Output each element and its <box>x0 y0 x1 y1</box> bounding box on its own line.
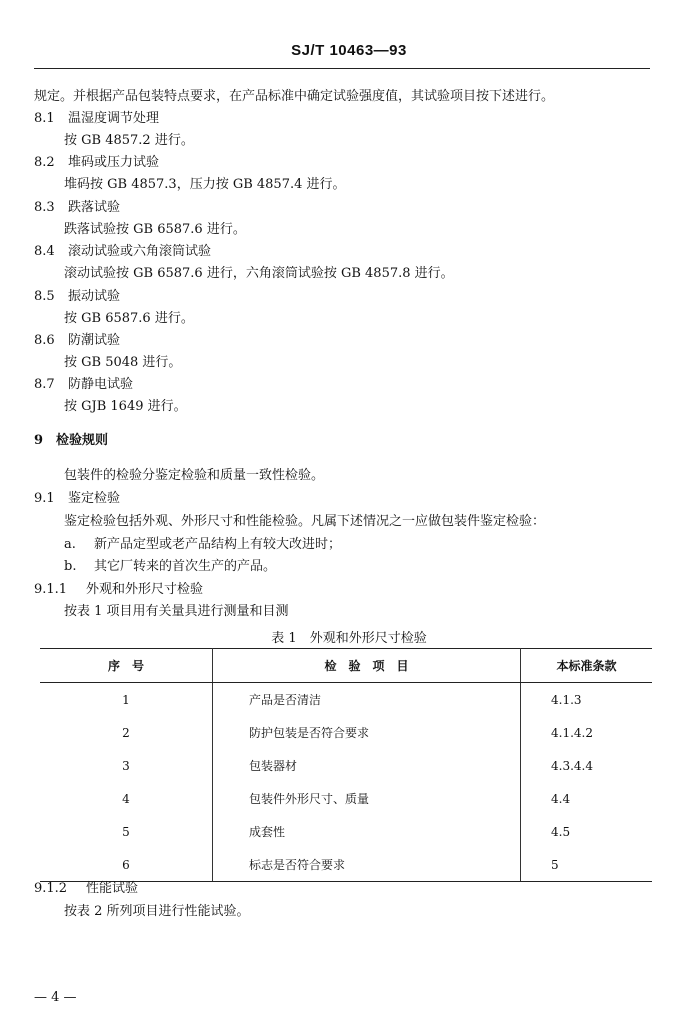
section-8-6-heading <box>34 332 120 350</box>
intro-line: 规定。并根据产品包装特点要求，在产品标准中确定试验强度值，其试验项目按下述进行。 <box>34 89 555 104</box>
section-8-3-heading <box>34 199 120 217</box>
column-header-item: 检 验 项 目 <box>213 649 521 683</box>
cell-clause: 4.1.3 <box>551 692 582 707</box>
list-marker: a. <box>64 537 76 552</box>
list-marker: b. <box>64 559 77 574</box>
list-item <box>64 536 341 554</box>
section-number: 8.6 <box>34 333 55 348</box>
cell-number: 4 <box>40 782 213 815</box>
section-number: 8.5 <box>34 289 55 304</box>
cell-item: 成套性 <box>213 815 521 848</box>
section-title: 堆码或压力试验 <box>68 155 160 170</box>
cell-item: 标志是否符合要求 <box>213 848 521 882</box>
section-8-1-heading <box>34 110 159 128</box>
section-number: 9.1.2 <box>34 881 68 896</box>
cell-item: 防护包装是否符合要求 <box>213 716 521 749</box>
cell-clause: 4.4 <box>551 791 571 806</box>
section-8-2-body: 堆码按 GB 4857.3，压力按 GB 4857.4 进行。 <box>64 177 346 192</box>
list-text: 新产品定型或老产品结构上有较大改进时； <box>94 537 342 552</box>
section-title: 跌落试验 <box>68 200 121 215</box>
cell-number: 2 <box>40 716 213 749</box>
section-number: 8.2 <box>34 155 55 170</box>
section-8-4-heading <box>34 243 211 261</box>
cell-number: 5 <box>40 815 213 848</box>
section-9-1-2-heading <box>34 880 138 898</box>
table-row <box>40 683 652 717</box>
page-number: — 4 — <box>34 990 77 1005</box>
cell-clause: 5 <box>521 848 653 882</box>
section-8-4-body: 滚动试验按 GB 6587.6 进行，六角滚筒试验按 GB 4857.8 进行。 <box>64 266 454 281</box>
section-8-6-body: 按 GB 5048 进行。 <box>64 355 182 370</box>
cell-number: 1 <box>40 683 213 717</box>
document-header: SJ/T 10463—93 <box>291 42 407 59</box>
table-row <box>40 848 652 882</box>
section-9-1-2-body: 按表 2 所列项目进行性能试验。 <box>64 904 250 919</box>
section-8-3-body: 跌落试验按 GB 6587.6 进行。 <box>64 222 246 237</box>
list-item <box>64 558 276 576</box>
section-9-1-1-body: 按表 1 项目用有关量具进行测量和目测 <box>64 604 289 619</box>
cell-clause: 4.5 <box>551 824 571 839</box>
cell-item: 产品是否清洁 <box>213 683 521 717</box>
section-title: 鉴定检验 <box>68 491 121 506</box>
section-9-1-heading <box>34 490 120 508</box>
section-number: 8.1 <box>34 111 55 126</box>
section-number: 8.7 <box>34 377 55 392</box>
section-8-7-body: 按 GJB 1649 进行。 <box>64 399 187 414</box>
table-row <box>40 782 652 815</box>
section-title: 防静电试验 <box>68 377 134 392</box>
list-text: 其它厂转来的首次生产的产品。 <box>94 559 277 574</box>
section-title: 外观和外形尺寸检验 <box>86 582 204 597</box>
section-title: 防潮试验 <box>68 333 121 348</box>
section-8-7-heading <box>34 376 133 394</box>
table-row <box>40 749 652 782</box>
inspection-table <box>40 648 652 882</box>
cell-number: 6 <box>40 848 213 882</box>
section-8-1-body: 按 GB 4857.2 进行。 <box>64 133 194 148</box>
header-rule <box>34 68 650 69</box>
section-number: 8.4 <box>34 244 55 259</box>
section-8-5-body: 按 GB 6587.6 进行。 <box>64 311 194 326</box>
section-9-1-body: 鉴定检验包括外观、外形尺寸和性能检验。凡属下述情况之一应做包装件鉴定检验： <box>64 514 546 529</box>
cell-clause: 4.3.4.4 <box>551 758 593 773</box>
section-number: 9 <box>34 433 44 448</box>
section-title: 温湿度调节处理 <box>68 111 160 126</box>
section-number: 8.3 <box>34 200 55 215</box>
section-number: 9.1 <box>34 491 55 506</box>
section-8-5-heading <box>34 288 120 306</box>
column-header-number: 序 号 <box>40 649 213 683</box>
table-title: 表 1 外观和外形尺寸检验 <box>271 631 427 646</box>
section-9-heading <box>34 432 108 450</box>
table-header-row <box>40 649 652 683</box>
table-row <box>40 815 652 848</box>
section-title: 振动试验 <box>68 289 121 304</box>
cell-number: 3 <box>40 749 213 782</box>
section-number: 9.1.1 <box>34 582 68 597</box>
cell-item: 包装件外形尺寸、质量 <box>213 782 521 815</box>
table-row <box>40 716 652 749</box>
section-title: 滚动试验或六角滚筒试验 <box>68 244 212 259</box>
section-9-intro: 包装件的检验分鉴定检验和质量一致性检验。 <box>64 468 325 483</box>
section-9-1-1-heading <box>34 581 203 599</box>
cell-clause: 4.1.4.2 <box>551 725 593 740</box>
section-8-2-heading <box>34 154 159 172</box>
section-title: 检验规则 <box>56 433 109 448</box>
cell-item: 包装器材 <box>213 749 521 782</box>
column-header-clause: 本标准条款 <box>521 649 653 683</box>
section-title: 性能试验 <box>86 881 139 896</box>
